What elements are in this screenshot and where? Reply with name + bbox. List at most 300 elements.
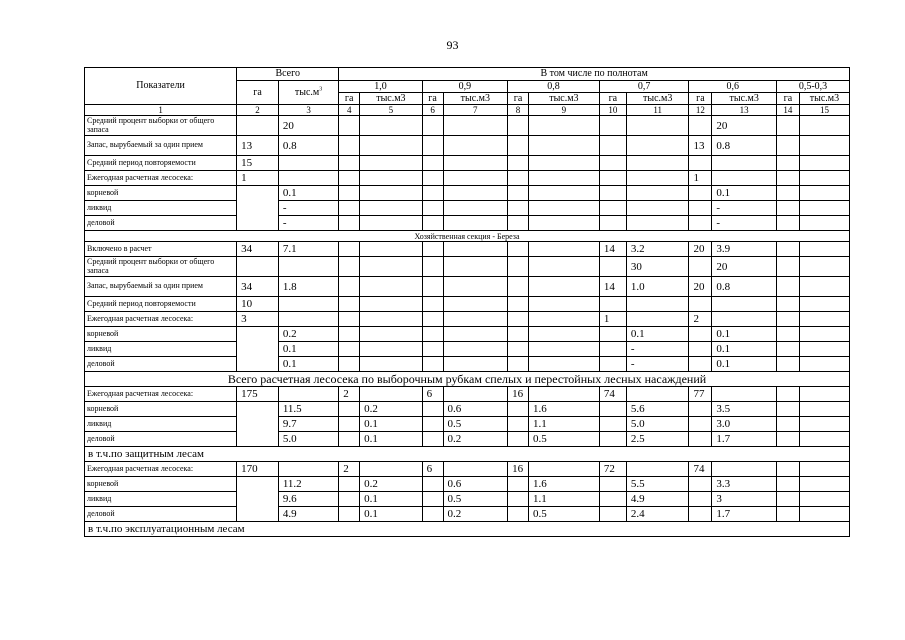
table-cell	[339, 257, 360, 277]
allowable-cut-table	[84, 67, 850, 537]
table-cell	[443, 116, 508, 136]
table-cell	[776, 477, 799, 492]
merged-blank-cell	[237, 186, 279, 231]
row-label: ликвид	[85, 417, 237, 432]
table-cell: 4.9	[626, 492, 689, 507]
table-cell: 74	[689, 462, 712, 477]
table-cell: 0.2	[278, 327, 338, 342]
table-cell	[689, 216, 712, 231]
table-cell: -	[712, 216, 777, 231]
table-row	[85, 492, 850, 507]
table-row	[85, 216, 850, 231]
row-label: деловой	[85, 357, 237, 372]
unit-volume: тыс.м3	[443, 93, 508, 105]
table-cell: 0.8	[712, 136, 777, 156]
table-cell	[339, 477, 360, 492]
row-label: Ежегодная расчетная лесосека:	[85, 462, 237, 477]
table-cell	[422, 242, 443, 257]
table-cell: 1	[689, 171, 712, 186]
table-cell: 0.8	[278, 136, 338, 156]
table-cell	[508, 417, 529, 432]
table-row	[85, 242, 850, 257]
table-cell	[799, 171, 849, 186]
column-number: 6	[422, 105, 443, 116]
table-cell	[799, 387, 849, 402]
table-cell	[360, 297, 423, 312]
table-cell	[528, 327, 599, 342]
row-label: Включено в расчет	[85, 242, 237, 257]
table-cell: 0.1	[712, 357, 777, 372]
table-cell	[599, 507, 626, 522]
total-title: Всего расчетная лесосека по выборочным рубкам спелых и перестойных лесных насаждений	[85, 372, 850, 387]
table-cell: 30	[626, 257, 689, 277]
unit-ha: га	[689, 93, 712, 105]
table-cell	[599, 171, 626, 186]
table-cell	[443, 297, 508, 312]
table-cell	[508, 171, 529, 186]
column-number: 13	[712, 105, 777, 116]
density-header: 0,8	[508, 81, 600, 93]
table-cell	[508, 312, 529, 327]
table-cell	[422, 186, 443, 201]
row-label: Запас, вырубаемый за один прием	[85, 136, 237, 156]
table-cell	[776, 297, 799, 312]
table-cell: 175	[237, 387, 279, 402]
table-cell	[799, 156, 849, 171]
table-cell	[443, 186, 508, 201]
table-cell: 3	[237, 312, 279, 327]
table-cell	[528, 462, 599, 477]
table-cell	[528, 312, 599, 327]
table-row	[85, 297, 850, 312]
table-row	[85, 312, 850, 327]
table-cell	[528, 297, 599, 312]
table-cell	[237, 116, 279, 136]
table-cell	[712, 171, 777, 186]
table-cell	[422, 277, 443, 297]
table-cell	[626, 156, 689, 171]
table-cell: 9.6	[278, 492, 338, 507]
table-cell	[776, 216, 799, 231]
table-cell	[689, 357, 712, 372]
table-cell	[339, 327, 360, 342]
column-number: 15	[799, 105, 849, 116]
table-cell	[626, 312, 689, 327]
table-cell: 0.1	[278, 342, 338, 357]
table-row	[85, 507, 850, 522]
table-cell	[599, 477, 626, 492]
table-cell	[528, 242, 599, 257]
table-cell	[626, 136, 689, 156]
table-cell: 0.1	[278, 186, 338, 201]
row-label: деловой	[85, 432, 237, 447]
table-cell	[776, 171, 799, 186]
table-cell: 3.9	[712, 242, 777, 257]
table-cell	[360, 171, 423, 186]
table-row	[85, 477, 850, 492]
table-cell	[599, 402, 626, 417]
table-cell	[339, 156, 360, 171]
table-cell	[599, 297, 626, 312]
table-cell	[626, 387, 689, 402]
table-cell: 0.1	[360, 432, 423, 447]
table-cell	[443, 171, 508, 186]
table-cell	[422, 201, 443, 216]
table-cell	[360, 462, 423, 477]
table-cell	[626, 297, 689, 312]
table-cell	[689, 477, 712, 492]
table-cell	[599, 201, 626, 216]
table-cell: 0.6	[443, 477, 508, 492]
table-cell	[776, 357, 799, 372]
column-number: 5	[360, 105, 423, 116]
table-cell: 20	[689, 277, 712, 297]
table-cell	[360, 186, 423, 201]
table-cell	[422, 402, 443, 417]
table-cell	[339, 357, 360, 372]
table-cell	[799, 186, 849, 201]
merged-blank-cell	[237, 477, 279, 522]
table-cell: 3.0	[712, 417, 777, 432]
table-cell: -	[712, 201, 777, 216]
table-cell	[799, 312, 849, 327]
column-number: 10	[599, 105, 626, 116]
table-cell	[599, 357, 626, 372]
table-cell: 0.1	[278, 357, 338, 372]
table-cell	[360, 327, 423, 342]
table-cell: 1.7	[712, 507, 777, 522]
table-cell	[443, 342, 508, 357]
table-cell	[528, 201, 599, 216]
table-cell	[339, 342, 360, 357]
table-cell	[799, 417, 849, 432]
table-row	[85, 327, 850, 342]
table-cell	[360, 216, 423, 231]
row-label: Средний процент выборки от общего запаса	[85, 116, 237, 136]
table-cell	[799, 257, 849, 277]
row-label: корневой	[85, 477, 237, 492]
table-cell	[528, 387, 599, 402]
table-cell	[689, 327, 712, 342]
table-cell	[508, 357, 529, 372]
table-cell: 4.9	[278, 507, 338, 522]
table-cell	[360, 136, 423, 156]
table-cell	[776, 242, 799, 257]
table-cell: 1.6	[528, 402, 599, 417]
table-cell	[528, 186, 599, 201]
table-cell	[443, 312, 508, 327]
table-cell	[799, 507, 849, 522]
table-cell	[339, 492, 360, 507]
table-cell: 1.7	[712, 432, 777, 447]
total-header: Всего	[237, 68, 339, 81]
table-cell	[776, 387, 799, 402]
table-cell	[712, 462, 777, 477]
density-header: 0,5-0,3	[776, 81, 849, 93]
table-cell	[508, 277, 529, 297]
table-cell	[689, 257, 712, 277]
table-cell	[443, 462, 508, 477]
table-cell	[278, 171, 338, 186]
table-cell: 5.5	[626, 477, 689, 492]
table-cell: 0.1	[712, 342, 777, 357]
table-cell: 6	[422, 387, 443, 402]
table-cell	[799, 116, 849, 136]
table-cell	[508, 342, 529, 357]
column-number: 14	[776, 105, 799, 116]
table-cell	[712, 312, 777, 327]
merged-blank-cell	[237, 402, 279, 447]
table-cell: 20	[712, 257, 777, 277]
table-cell: 9.7	[278, 417, 338, 432]
table-cell	[339, 171, 360, 186]
column-number: 9	[528, 105, 599, 116]
table-cell: 3.3	[712, 477, 777, 492]
table-cell	[626, 216, 689, 231]
table-cell: 10	[237, 297, 279, 312]
total-title-row	[85, 372, 850, 387]
table-cell: 16	[508, 387, 529, 402]
unit-volume: тыс.м3	[712, 93, 777, 105]
table-cell	[689, 432, 712, 447]
column-number: 11	[626, 105, 689, 116]
table-cell	[599, 327, 626, 342]
table-cell	[443, 277, 508, 297]
table-cell	[799, 297, 849, 312]
table-cell	[528, 156, 599, 171]
table-cell	[599, 156, 626, 171]
table-cell	[508, 432, 529, 447]
density-header: 0,9	[422, 81, 507, 93]
table-cell: 5.6	[626, 402, 689, 417]
unit-volume: тыс.м3	[528, 93, 599, 105]
section-title-birch-row	[85, 231, 850, 242]
column-number: 1	[85, 105, 237, 116]
table-cell	[776, 116, 799, 136]
table-cell	[776, 201, 799, 216]
density-header: 0,6	[689, 81, 777, 93]
table-cell	[443, 201, 508, 216]
table-cell	[799, 327, 849, 342]
row-label: ликвид	[85, 492, 237, 507]
table-cell	[599, 136, 626, 156]
table-cell: 72	[599, 462, 626, 477]
table-cell: 0.6	[443, 402, 508, 417]
table-cell	[278, 462, 338, 477]
table-cell: 0.5	[443, 492, 508, 507]
table-cell: 6	[422, 462, 443, 477]
table-cell: 7.1	[278, 242, 338, 257]
table-cell	[528, 357, 599, 372]
table-cell	[443, 216, 508, 231]
table-cell	[799, 357, 849, 372]
table-cell	[776, 327, 799, 342]
row-label: корневой	[85, 402, 237, 417]
table-cell	[799, 402, 849, 417]
exploitation-forests-title-row	[85, 522, 850, 537]
table-cell	[339, 242, 360, 257]
table-cell	[422, 171, 443, 186]
table-cell: 1.8	[278, 277, 338, 297]
table-cell: 77	[689, 387, 712, 402]
table-row	[85, 156, 850, 171]
table-cell	[799, 201, 849, 216]
table-cell	[360, 342, 423, 357]
table-cell	[443, 257, 508, 277]
table-cell: 170	[237, 462, 279, 477]
row-label: Ежегодная расчетная лесосека:	[85, 387, 237, 402]
table-cell	[339, 136, 360, 156]
table-cell: 0.2	[360, 477, 423, 492]
table-cell	[278, 312, 338, 327]
table-cell: 2	[339, 462, 360, 477]
table-cell	[799, 242, 849, 257]
table-cell	[528, 257, 599, 277]
table-cell	[689, 507, 712, 522]
table-cell	[599, 186, 626, 201]
table-cell: 34	[237, 277, 279, 297]
table-cell	[360, 156, 423, 171]
table-cell	[689, 417, 712, 432]
table-cell	[508, 477, 529, 492]
table-cell	[443, 136, 508, 156]
table-row	[85, 462, 850, 477]
table-cell	[528, 171, 599, 186]
table-cell: 11.5	[278, 402, 338, 417]
table-cell	[508, 201, 529, 216]
table-cell	[776, 156, 799, 171]
table-cell	[360, 357, 423, 372]
table-cell	[443, 242, 508, 257]
table-cell	[689, 492, 712, 507]
table-cell	[799, 462, 849, 477]
row-label: деловой	[85, 216, 237, 231]
table-cell: 3.5	[712, 402, 777, 417]
table-row	[85, 136, 850, 156]
table-cell	[508, 492, 529, 507]
column-number: 7	[443, 105, 508, 116]
table-cell	[339, 216, 360, 231]
table-cell: 5.0	[626, 417, 689, 432]
table-cell	[626, 171, 689, 186]
row-label: Средний период повторяемости	[85, 297, 237, 312]
table-cell	[508, 116, 529, 136]
row-label: Средний процент выборки от общего запаса	[85, 257, 237, 277]
column-number: 12	[689, 105, 712, 116]
table-cell	[626, 462, 689, 477]
table-cell	[278, 257, 338, 277]
table-cell	[776, 462, 799, 477]
table-cell	[422, 136, 443, 156]
table-cell	[422, 432, 443, 447]
protective-forests-title: в т.ч.по защитным лесам	[85, 447, 850, 462]
table-cell	[360, 201, 423, 216]
table-cell	[443, 156, 508, 171]
table-cell	[799, 277, 849, 297]
table-cell	[508, 402, 529, 417]
table-cell	[339, 312, 360, 327]
table-cell	[422, 257, 443, 277]
table-cell	[599, 342, 626, 357]
table-cell	[528, 216, 599, 231]
table-cell	[712, 387, 777, 402]
table-cell	[339, 507, 360, 522]
table-cell	[360, 277, 423, 297]
total-volume-header: $тыс.м^3$	[278, 81, 338, 105]
table-cell	[508, 297, 529, 312]
table-cell: 20	[712, 116, 777, 136]
table-cell: 34	[237, 242, 279, 257]
table-cell	[422, 312, 443, 327]
table-cell	[799, 432, 849, 447]
table-cell	[422, 492, 443, 507]
table-cell	[776, 277, 799, 297]
table-row	[85, 417, 850, 432]
table-cell	[599, 257, 626, 277]
table-cell: 16	[508, 462, 529, 477]
table-cell	[339, 116, 360, 136]
table-row	[85, 186, 850, 201]
table-cell	[339, 417, 360, 432]
row-label: ликвид	[85, 342, 237, 357]
table-cell	[528, 116, 599, 136]
unit-volume: тыс.м3	[799, 93, 849, 105]
table-cell: 1.6	[528, 477, 599, 492]
table-cell	[360, 242, 423, 257]
table-cell	[422, 417, 443, 432]
table-cell: -	[278, 201, 338, 216]
table-cell: 20	[689, 242, 712, 257]
table-cell: 13	[689, 136, 712, 156]
row-label: корневой	[85, 186, 237, 201]
table-cell	[626, 186, 689, 201]
table-cell	[712, 297, 777, 312]
column-number: 2	[237, 105, 279, 116]
table-cell: 0.5	[528, 507, 599, 522]
exploitation-forests-title: в т.ч.по эксплуатационным лесам	[85, 522, 850, 537]
table-cell: 0.2	[360, 402, 423, 417]
table-cell	[278, 387, 338, 402]
table-cell: 2	[689, 312, 712, 327]
table-cell	[776, 507, 799, 522]
column-number: 8	[508, 105, 529, 116]
table-cell: 13	[237, 136, 279, 156]
header-row-1	[85, 68, 850, 81]
table-cell	[776, 492, 799, 507]
table-cell: 0.1	[360, 492, 423, 507]
table-cell: 0.5	[443, 417, 508, 432]
table-cell	[689, 201, 712, 216]
table-cell	[599, 216, 626, 231]
table-row	[85, 387, 850, 402]
row-label: ликвид	[85, 201, 237, 216]
indicators-header: Показатели	[85, 68, 237, 105]
table-cell: 11.2	[278, 477, 338, 492]
table-cell: 0.1	[626, 327, 689, 342]
table-row	[85, 116, 850, 136]
total-ha-header: га	[237, 81, 279, 105]
table-cell	[278, 297, 338, 312]
table-cell	[422, 156, 443, 171]
table-cell: 1	[599, 312, 626, 327]
table-cell	[508, 507, 529, 522]
row-label: Ежегодная расчетная лесосека:	[85, 171, 237, 186]
table-cell	[776, 432, 799, 447]
table-cell	[776, 342, 799, 357]
unit-ha: га	[599, 93, 626, 105]
table-cell	[508, 156, 529, 171]
table-cell	[776, 257, 799, 277]
